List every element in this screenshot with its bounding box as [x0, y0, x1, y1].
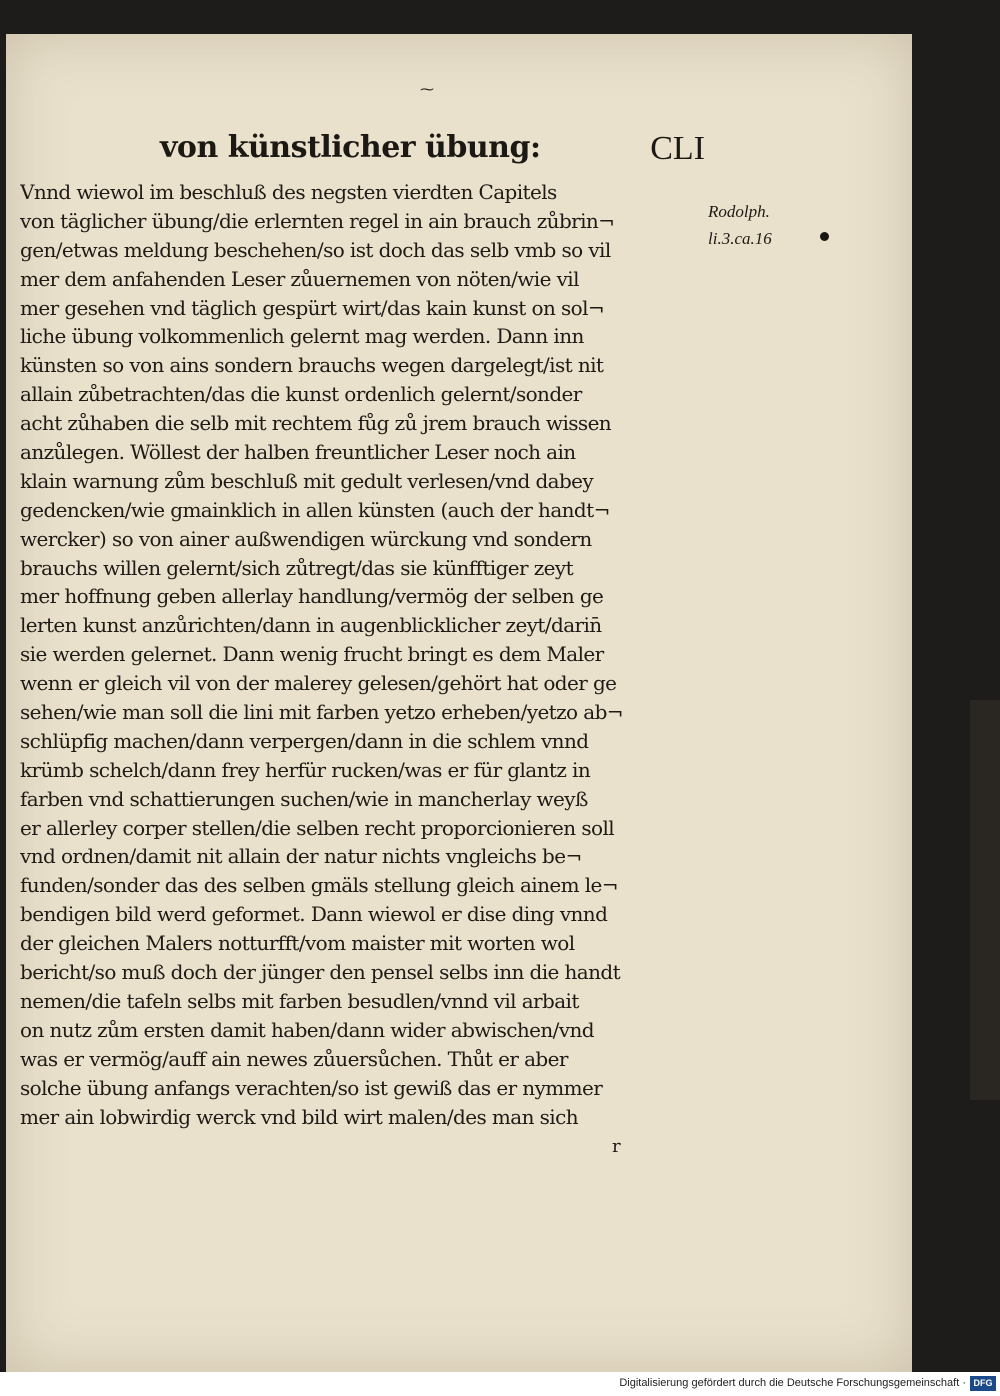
catchword: r	[612, 1136, 621, 1157]
text-line: lerten kunst anzůrichten/dann in augenblicklicher zeyt/darin̄	[20, 613, 602, 638]
dfg-logo-icon: DFG	[970, 1376, 996, 1391]
text-line: mer dem anfahenden Leser zůuernemen von nöten/wie vil	[20, 266, 579, 291]
text-line: liche übung volkommenlich gelernt mag werden. Dann inn	[20, 324, 584, 349]
text-line: was er vermög/auff ain newes zůuersůchen. Thůt er aber	[20, 1046, 568, 1071]
top-mark: ⁓	[420, 82, 434, 98]
text-line: bericht/so muß doch der jünger den pensel selbs inn die handt	[20, 960, 621, 985]
running-head	[160, 130, 705, 174]
text-line: sehen/wie man soll die lini mit farben yetzo erheben/yetzo ab¬	[20, 700, 623, 725]
text-line: mer ain lobwirdig werck vnd bild wirt malen/des man sich	[20, 1104, 578, 1129]
text-line: funden/sonder das des selben gmäls stellung gleich ainem le¬	[20, 873, 618, 898]
text-line: er allerley corper stellen/die selben recht proporcionieren soll	[20, 815, 615, 840]
text-line: acht zůhaben die selb mit rechtem fůg zů jrem brauch wissen	[20, 411, 612, 436]
text-line: gedencken/wie gmainklich in allen künsten (auch der handt¬	[20, 497, 610, 522]
text-line: krümb schelch/dann frey herfür rucken/was er für glantz in	[20, 757, 591, 782]
text-line: vnd ordnen/damit nit allain der natur nichts vngleichs be¬	[20, 844, 582, 869]
text-line: künsten so von ains sondern brauchs wegen dargelegt/ist nit	[20, 353, 604, 378]
text-line: wercker) so von ainer außwendigen würckung vnd sondern	[20, 526, 592, 551]
footer-bar	[0, 1372, 1000, 1396]
scan-edge	[970, 700, 1000, 1100]
text-line: Vnnd wiewol im beschluß des negsten vierdten Capitels	[20, 180, 557, 204]
marginal-note-line: li.3.ca.16	[708, 229, 772, 248]
running-head-title: von künstlicher übung:	[160, 130, 541, 165]
text-line: farben vnd schattierungen suchen/wie in mancherlay weyß	[20, 786, 588, 811]
text-line: schlüpfig machen/dann verpergen/dann in die schlem vnnd	[20, 728, 589, 753]
text-line: klain warnung zům beschluß mit gedult verlesen/vnd dabey	[20, 468, 594, 493]
text-line: sie werden gelernet. Dann wenig frucht bringt es dem Maler	[20, 642, 604, 667]
text-line: der gleichen Malers notturfft/vom maister mit worten wol	[20, 931, 575, 956]
text-line: bendigen bild werd geformet. Dann wiewol er dise ding vnnd	[20, 902, 608, 927]
text-line: nemen/die tafeln selbs mit farben besudlen/vnnd vil arbait	[20, 988, 579, 1013]
text-line: mer hoffnung geben allerlay handlung/vermög der selben ge	[20, 584, 604, 609]
footer-credit: Digitalisierung gefördert durch die Deutsche Forschungsgemeinschaft ·	[619, 1377, 966, 1389]
body-text	[20, 178, 705, 1131]
text-line: anzůlegen. Wöllest der halben freuntlicher Leser noch ain	[20, 440, 576, 465]
text-line: von täglicher übung/die erlernten regel in ain brauch zůbrin¬	[20, 208, 615, 233]
marginal-note-line: Rodolph.	[708, 202, 770, 221]
text-line: solche übung anfangs verachten/so ist gewiß das er nymmer	[20, 1075, 603, 1100]
folio-number: CLI	[650, 130, 705, 167]
text-line: mer gesehen vnd täglich gespürt wirt/das kain kunst on sol¬	[20, 295, 605, 320]
text-line: gen/etwas meldung beschehen/so ist doch das selb vmb so vil	[20, 237, 611, 262]
text-line: wenn er gleich vil von der malerey gelesen/gehört hat oder ge	[20, 671, 617, 696]
text-line: on nutz zům ersten damit haben/dann wider abwischen/vnd	[20, 1017, 594, 1042]
margin-dot-mark	[820, 232, 829, 241]
marginal-note	[708, 198, 772, 252]
text-line: allain zůbetrachten/das die kunst ordenlich gelernt/sonder	[20, 382, 582, 407]
text-line: brauchs willen gelernt/sich zůtregt/das sie künfftiger zeyt	[20, 555, 574, 580]
